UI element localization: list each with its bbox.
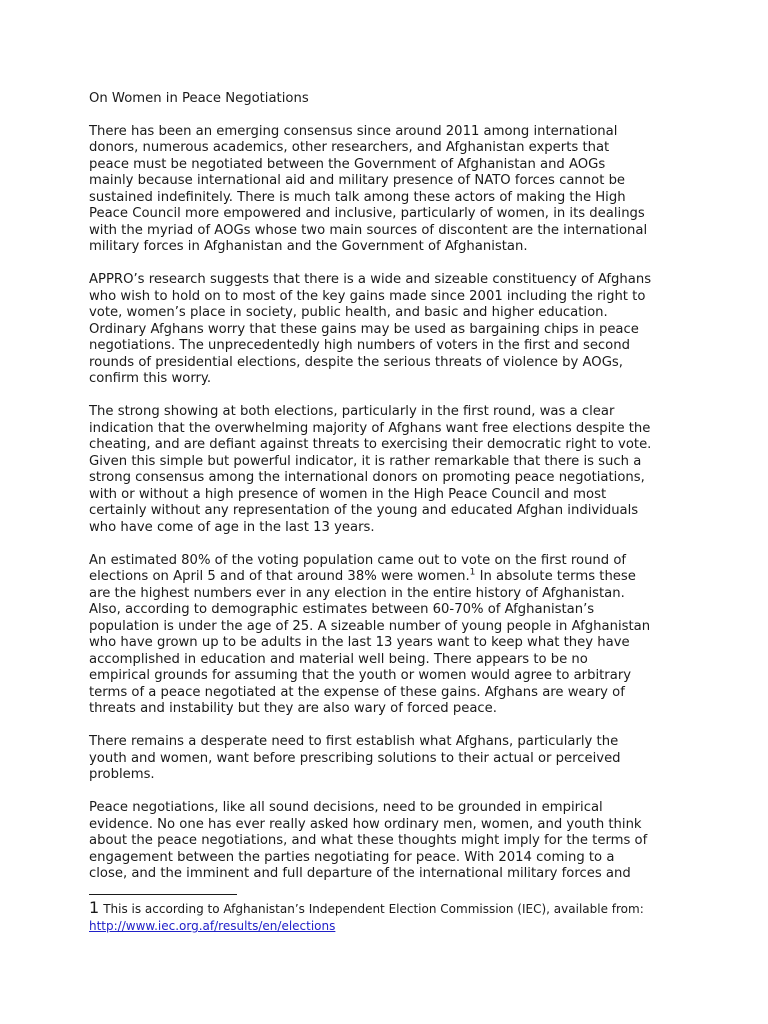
text-line: who have come of age in the last 13 years. (89, 519, 375, 535)
text-line: who have grown up to be adults in the last 13 years want to keep what they have (89, 635, 630, 650)
text-line: Ordinary Afghans worry that these gains may be used as bargaining chips in peace (89, 321, 639, 337)
text-line: about the peace negotiations, and what these thoughts might imply for the terms of (89, 833, 648, 848)
footnote-link[interactable]: http://www.iec.org.af/results/en/elections (89, 919, 336, 933)
paragraph-1 (89, 124, 681, 256)
text-line: problems. (89, 767, 155, 782)
text-line: confirm this worry. (89, 371, 212, 386)
text-line: rounds of presidential elections, despite the serious threats of violence by AOGs, (89, 354, 623, 370)
footnote-separator (89, 894, 237, 895)
footnote (89, 899, 689, 935)
text-line: There remains a desperate need to first establish what Afghans, particularly the (89, 734, 619, 749)
text-line: strong consensus among the international donors on promoting peace negotiations, (89, 470, 645, 485)
text-line: certainly without any representation of the young and educated Afghan individuals (89, 503, 639, 518)
footnote-marker[interactable]: 1 (469, 567, 476, 578)
text-line: terms of a peace negotiated at the expense of these gains. Afghans are weary of (89, 684, 625, 700)
text-line: accomplished in education and material well being. There appears to be no (89, 651, 588, 667)
text-segment: In absolute terms these (475, 569, 636, 584)
text-line: Given this simple but powerful indicator, it is rather remarkable that there is such a (89, 453, 642, 469)
text-line-with-footnote (89, 569, 681, 586)
text-line: mainly because international aid and military presence of NATO forces cannot be (89, 173, 626, 188)
text-line: peace must be negotiated between the Government of Afghanistan and AOGs (89, 156, 606, 172)
text-segment: elections on April 5 and of that around 38% were women. (89, 569, 470, 584)
paragraph-4 (89, 553, 681, 718)
text-line: There has been an emerging consensus since around 2011 among international (89, 123, 618, 139)
text-line: Also, according to demographic estimates between 60-70% of Afghanistan’s (89, 602, 595, 617)
text-line: The strong showing at both elections, particularly in the first round, was a clear (89, 404, 615, 419)
document-body (89, 91, 681, 899)
text-line: population is under the age of 25. A sizeable number of young people in Afghanistan (89, 618, 651, 634)
text-line: APPRO’s research suggests that there is a wide and sizeable constituency of Afghans (89, 272, 652, 287)
text-line: cheating, and are defiant against threats to exercising their democratic right to vote. (89, 437, 652, 452)
text-line: donors, numerous academics, other researchers, and Afghanistan experts that (89, 140, 610, 155)
text-line: indication that the overwhelming majority of Afghans want free elections despite the (89, 420, 651, 436)
text-line: engagement between the parties negotiating for peace. With 2014 coming to a (89, 849, 615, 865)
text-line: youth and women, want before prescribing solutions to their actual or perceived (89, 750, 621, 766)
document-title: On Women in Peace Negotiations (89, 91, 309, 106)
text-line: vote, women’s place in society, public health, and basic and higher education. (89, 305, 608, 320)
text-line: sustained indefinitely. There is much talk among these actors of making the High (89, 189, 626, 205)
text-line: evidence. No one has ever really asked how ordinary men, women, and youth think (89, 816, 642, 832)
footnote-number: 1 (89, 898, 100, 917)
text-line: Peace negotiations, like all sound decisions, need to be grounded in empirical (89, 800, 603, 815)
text-line: with the myriad of AOGs whose two main sources of discontent are the international (89, 222, 648, 238)
paragraph-6 (89, 800, 681, 883)
footnote-text: This is according to Afghanistan’s Independent Election Commission (IEC), available from: (103, 902, 644, 916)
paragraph-3 (89, 404, 681, 536)
text-line: with or without a high presence of women in the High Peace Council and most (89, 486, 607, 502)
paragraph-5 (89, 734, 681, 784)
text-line: An estimated 80% of the voting population came out to vote on the first round of (89, 552, 627, 568)
text-line: Peace Council more empowered and inclusive, particularly of women, in its dealings (89, 206, 645, 221)
text-line: who wish to hold on to most of the key gains made since 2001 including the right to (89, 288, 646, 304)
text-line: military forces in Afghanistan and the Government of Afghanistan. (89, 239, 528, 254)
paragraph-2 (89, 272, 681, 388)
text-line: threats and instability but they are also wary of forced peace. (89, 701, 497, 716)
text-line: empirical grounds for assuming that the youth or women would agree to arbitrary (89, 668, 632, 683)
text-line: are the highest numbers ever in any election in the entire history of Afghanistan. (89, 585, 625, 601)
text-line: negotiations. The unprecedentedly high numbers of voters in the first and second (89, 338, 630, 353)
text-line: close, and the imminent and full departure of the international military forces and (89, 866, 631, 881)
